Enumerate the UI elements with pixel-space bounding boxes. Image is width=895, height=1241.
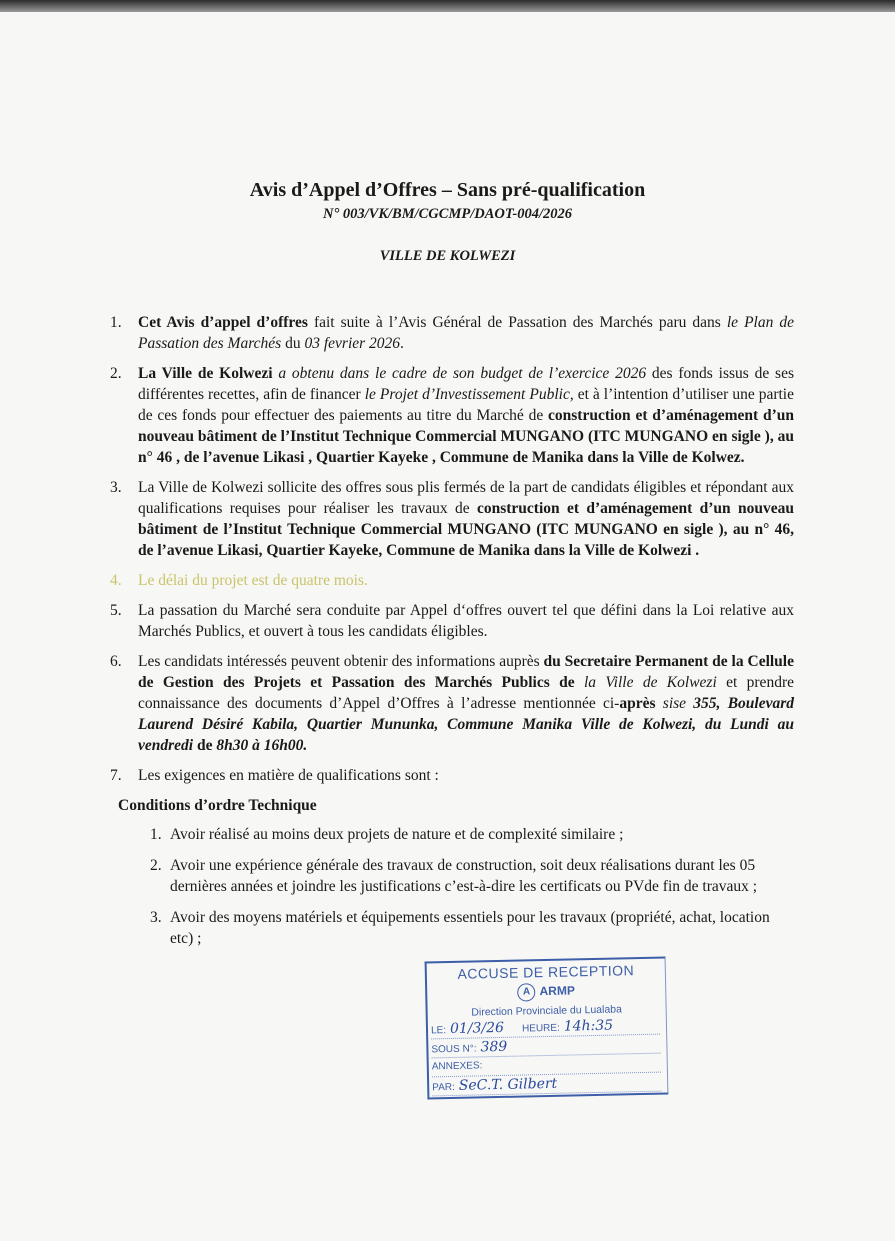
text-segment: Le délai du projet est de quatre mois.: [138, 572, 368, 589]
reception-stamp: [425, 956, 669, 1099]
item-text: [138, 312, 794, 354]
armp-logo-icon: A: [517, 983, 535, 1001]
item-text: [138, 765, 794, 786]
notice-item-4: [110, 570, 794, 591]
item-text: [138, 651, 794, 756]
stamp-date-label: LE:: [430, 1024, 447, 1037]
item-number: 2.: [110, 365, 122, 382]
text-segment: des fonds issus de ses différentes recettes, afin de financer: [138, 365, 794, 403]
stamp-time-label: HEURE:: [521, 1022, 560, 1035]
condition-number: 2.: [150, 857, 162, 874]
item-text: [138, 477, 794, 561]
stamp-by-label: PAR:: [432, 1081, 455, 1094]
text-segment: et prendre connaissance des documents d’Appel d’Offres à l’adresse mentionnée ci-: [138, 674, 794, 712]
notice-item-6: [110, 651, 794, 756]
item-number: 6.: [110, 653, 122, 670]
text-segment: sise: [655, 695, 694, 712]
item-number: 4.: [110, 572, 122, 589]
reference-number: N° 003/VK/BM/CGCMP/DAOT-004/2026: [323, 206, 572, 222]
city-heading: VILLE DE KOLWEZI: [379, 248, 516, 264]
condition-number: 1.: [150, 826, 162, 843]
text-segment: après: [619, 695, 656, 712]
text-segment: 355, Boulevard Laurend Désiré Kabila, Quartier Mununka, Commune Manika Ville de Kolwezi, du Lundi au vendredi: [138, 695, 794, 754]
notice-body: [110, 312, 794, 1097]
condition-item-2: [150, 855, 794, 897]
notice-item-2: [110, 363, 794, 468]
condition-number: 3.: [150, 909, 162, 926]
item-text: [138, 363, 794, 468]
condition-text: Avoir des moyens matériels et équipements essentiels pour les travaux (propriété, achat, location etc) ;: [170, 909, 770, 947]
conditions-heading: Conditions d’ordre Technique: [118, 797, 317, 814]
stamp-number-value: 389: [480, 1038, 508, 1056]
item-number: 5.: [110, 602, 122, 619]
stamp-date-value: 01/3/26: [449, 1019, 505, 1037]
notice-item-1: [110, 312, 794, 354]
stamp-direction: Direction Provinciale du Lualaba: [471, 1003, 623, 1019]
item-text: [138, 570, 794, 591]
text-segment: du Secretaire Permanent de la Cellule de Gestion des Projets et Passation des Marchés Publics de: [138, 653, 794, 691]
stamp-by-row: [432, 1072, 661, 1096]
text-segment: Cet Avis d’appel d’offres: [138, 314, 308, 331]
text-segment: .: [400, 335, 404, 352]
notice-item-7: [110, 765, 794, 786]
stamp-number-label: SOUS N°:: [431, 1043, 477, 1056]
text-segment: La Ville de Kolwezi sollicite des offres sous plis fermés de la part de candidats éligibles et répondant aux qualifications requises pour réaliser les travaux de: [138, 479, 794, 517]
text-segment: et à l’intention d’utiliser une partie de ces fonds pour effectuer des paiements au titre du Marché de: [138, 386, 794, 424]
stamp-time-value: 14h:35: [563, 1017, 614, 1035]
armp-logo: [427, 980, 665, 1004]
text-segment: 03 fevrier 2026: [304, 335, 401, 352]
text-segment: de: [193, 737, 217, 754]
text-segment: Les candidats intéressés peuvent obtenir des informations auprès: [138, 653, 544, 670]
text-segment: Les exigences en matière de qualifications sont :: [138, 767, 439, 784]
condition-item-3: [150, 907, 794, 949]
condition-text: Avoir une expérience générale des travaux de construction, soit deux réalisations durant les 05 dernières années et joindre les justifications c’est-à-dire les certificats ou PVde fin de travaux ;: [170, 857, 758, 895]
stamp-annexes-label: ANNEXES:: [431, 1060, 483, 1073]
document-title: Avis d’Appel d’Offres – Sans pré-qualification: [249, 179, 646, 201]
text-segment: La Ville de Kolwezi: [138, 365, 273, 382]
notice-item-3: [110, 477, 794, 561]
text-segment: 8h30 à 16h00.: [216, 737, 308, 754]
item-number: 7.: [110, 767, 122, 784]
scan-top-edge: [0, 0, 895, 12]
text-segment: le Projet d’Investissement Public,: [364, 386, 574, 403]
text-segment: construction et d’aménagement d’un nouveau bâtiment de l’Institut Technique Commercial MUNGANO (ITC MUNGANO en sigle ), au n° 46 , de l’avenue Likasi , Quartier Kayeke , Commune de Manika dans la Ville de Kolwez.: [138, 407, 794, 466]
notice-item-5: [110, 600, 794, 642]
text-segment: le Plan de Passation des Marchés: [138, 314, 795, 352]
condition-text: Avoir réalisé au moins deux projets de nature et de complexité similaire ;: [170, 826, 624, 843]
text-segment: la Ville de Kolwezi: [574, 674, 717, 691]
text-segment: fait suite à l’Avis Général de Passation des Marchés paru dans: [307, 314, 727, 331]
text-segment: a obtenu dans le cadre de son budget de l’exercice 2026: [272, 365, 647, 382]
item-text: [138, 600, 794, 642]
item-number: 1.: [110, 314, 122, 331]
stamp-org: ARMP: [539, 983, 576, 999]
text-segment: construction et d’aménagement d’un nouveau bâtiment de l’Institut Technique Commercial MUNGANO (ITC MUNGANO en sigle ), au n° 46, de l’avenue Likasi, Quartier Kayeke, Commune de Manika dans la Ville de Kolwezi .: [138, 500, 794, 559]
condition-item-1: [150, 824, 794, 845]
text-segment: du: [281, 335, 305, 352]
stamp-signature: SeC.T. Gilbert: [458, 1075, 558, 1094]
item-number: 3.: [110, 479, 122, 496]
stamp-title: ACCUSE DE RECEPTION: [457, 962, 635, 982]
text-segment: La passation du Marché sera conduite par Appel d‘offres ouvert tel que défini dans la Loi relative aux Marchés Publics, et ouvert à tous les candidats éligibles.: [138, 602, 794, 640]
